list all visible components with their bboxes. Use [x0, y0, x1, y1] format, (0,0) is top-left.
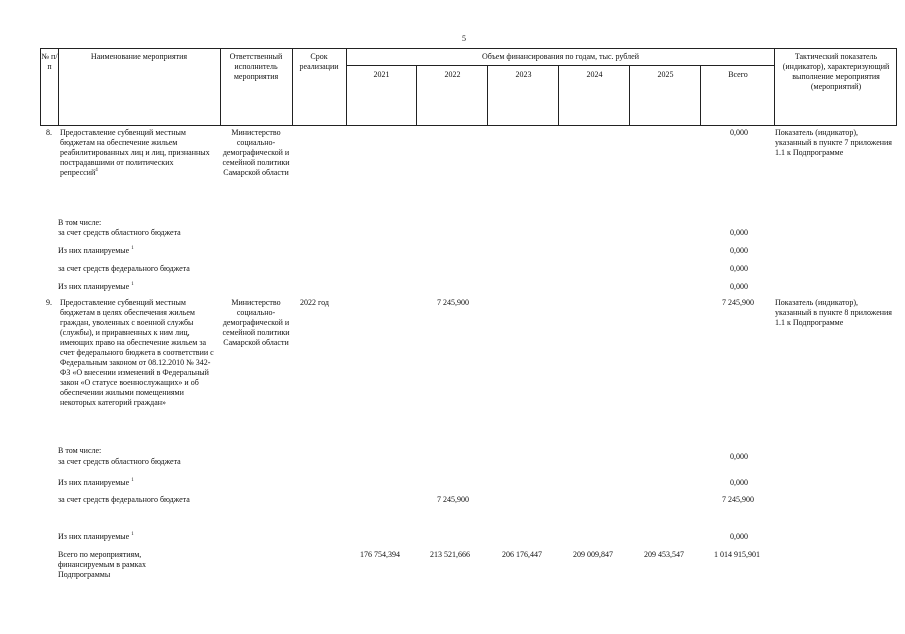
header-indicator: Тактический показатель (индикатор), характеризующий выполнение мероприятия (мероприятий) [782, 52, 890, 91]
row8-sub1-total: 0,000 [730, 228, 748, 237]
totals-2025: 209 453,547 [644, 550, 684, 559]
row9-2022: 7 245,900 [437, 298, 469, 307]
totals-label: Всего по мероприятиям, финансируемым в рамках Подпрограммы [58, 550, 146, 579]
row9-sub2-total: 0,000 [730, 478, 748, 487]
row8-sub2-total: 0,000 [730, 246, 748, 255]
row8-num: 8. [46, 128, 52, 137]
row8-sub3-total: 0,000 [730, 264, 748, 273]
row8-sub4-total: 0,000 [730, 282, 748, 291]
totals-2024: 209 009,847 [573, 550, 613, 559]
row9-sub-intro: В том числе: [58, 446, 102, 455]
header-name: Наименование мероприятия [90, 52, 188, 61]
header-2021: 2021 [373, 70, 390, 79]
header-2022: 2022 [444, 70, 461, 79]
page-number: 5 [462, 34, 466, 43]
row8-sub3-label: за счет средств федерального бюджета [58, 264, 190, 273]
header-num: № п/п [41, 52, 58, 71]
header-2023: 2023 [515, 70, 532, 79]
header-financing: Объем финансирования по годам, тыс. рублей [482, 52, 639, 61]
row8-sub-intro: В том числе: [58, 218, 102, 227]
header-total: Всего [728, 70, 748, 79]
row8-sub1-label: за счет средств областного бюджета [58, 228, 181, 237]
row8-sub2-label: Из них планируемые $^1$ [58, 246, 134, 255]
row9-sub3-label: за счет средств федерального бюджета [58, 495, 190, 504]
header-2024: 2024 [586, 70, 603, 79]
row9-term: 2022 год [300, 298, 329, 307]
header-executor: Ответственный исполнитель мероприятия [229, 52, 283, 81]
row8-total: 0,000 [730, 128, 748, 137]
totals-2022: 213 521,666 [430, 550, 470, 559]
totals-2021: 176 754,394 [360, 550, 400, 559]
row9-executor: Министерство социально-демографической и семейной политики Самарской области [222, 298, 290, 347]
row8-name: Предоставление субвенций местным бюджетам на обеспечение жильем реабилитированных лиц и лиц, признанных пострадавшими от политических репрессий$^4$ [60, 128, 210, 177]
row9-sub3-total: 7 245,900 [722, 495, 754, 504]
row9-sub2-label: Из них планируемые $^1$ [58, 478, 134, 487]
row8-executor: Министерство социально-демографической и семейной политики Самарской области [222, 128, 290, 177]
row9-name: Предоставление субвенций местным бюджетам в целях обеспечения жильем граждан, уволенных с военной службы (службы), и приравненных к ним лиц, имеющих право на обеспечение жильем за счет федерального бюджета в соответствии с Федеральным законом от 08.12.2010 № 342-ФЗ «О внесении изменений в Федеральный закон «О статусе военнослужащих» и об обеспечении жилыми помещениями некоторых категорий граждан» [60, 298, 214, 407]
totals-total: 1 014 915,901 [714, 550, 760, 559]
totals-2023: 206 176,447 [502, 550, 542, 559]
table-header [40, 48, 897, 126]
row8-indicator: Показатель (индикатор), указанный в пункте 7 приложения 1.1 к Подпрограмме [775, 128, 892, 157]
row8-name-footnote: 4 [95, 168, 98, 173]
row9-sub4-label: Из них планируемые $^1$ [58, 532, 134, 541]
header-term: Срок реализации [299, 52, 339, 71]
header-2025: 2025 [657, 70, 674, 79]
row9-sub4-total: 0,000 [730, 532, 748, 541]
row9-sub3-2022: 7 245,900 [437, 495, 469, 504]
row8-sub4-label: Из них планируемые $^1$ [58, 282, 134, 291]
row9-indicator: Показатель (индикатор), указанный в пункте 8 приложения 1.1 к Подпрограмме [775, 298, 892, 327]
row9-sub1-total: 0,000 [730, 452, 748, 461]
row9-sub1-label: за счет средств областного бюджета [58, 457, 181, 466]
row9-total: 7 245,900 [722, 298, 754, 307]
row9-num: 9. [46, 298, 52, 307]
